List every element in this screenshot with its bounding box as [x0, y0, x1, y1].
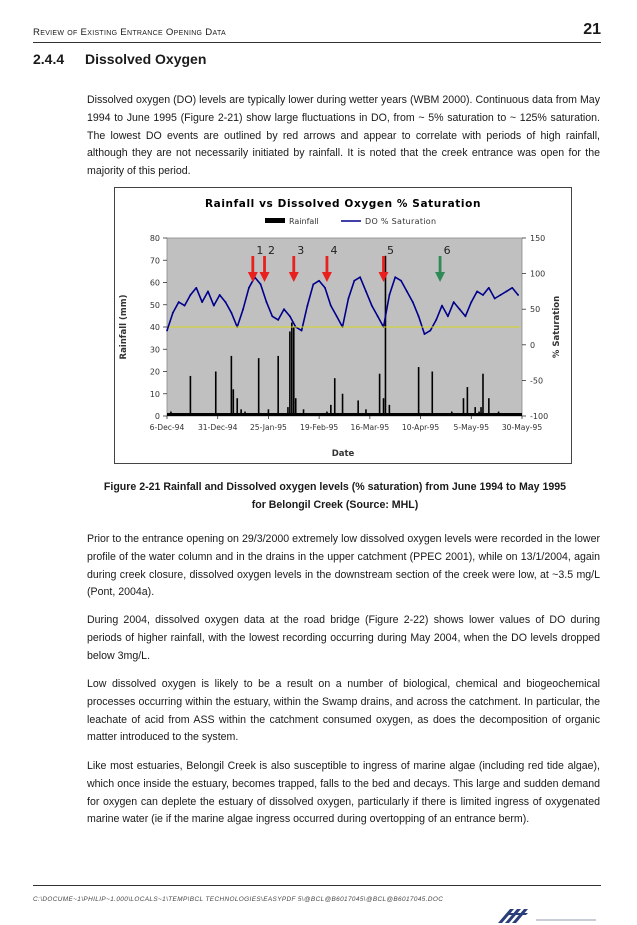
do-point — [470, 301, 472, 303]
do-point — [517, 294, 519, 296]
event-arrow-shaft — [292, 256, 295, 273]
do-point — [307, 305, 309, 307]
do-point — [318, 280, 320, 282]
rainfall-bar — [480, 407, 482, 416]
event-label: 4 — [330, 244, 338, 257]
rainfall-bar — [330, 405, 332, 416]
rainfall-bar — [418, 367, 420, 416]
do-point — [301, 330, 303, 332]
section-heading — [33, 51, 206, 67]
event-arrow-shaft — [263, 256, 266, 273]
rainfall-bar — [170, 412, 172, 416]
do-point — [418, 315, 420, 317]
do-point — [441, 305, 443, 307]
rainfall-bar — [463, 398, 465, 416]
rainfall-bar — [385, 256, 387, 416]
do-point — [394, 276, 396, 278]
rainfall-bar — [233, 389, 235, 416]
figure-caption — [60, 479, 610, 514]
rainfall-bar — [258, 358, 260, 416]
do-point — [184, 305, 186, 307]
do-point — [359, 276, 361, 278]
rainfall-bar — [303, 409, 305, 416]
rainfall-bar — [498, 412, 500, 416]
do-point — [424, 333, 426, 335]
y-tick-label: 80 — [149, 234, 160, 243]
y2-tick-label: 0 — [530, 340, 536, 350]
do-point — [476, 291, 478, 293]
rainfall-bar — [383, 398, 385, 416]
rainfall-bar — [334, 378, 336, 416]
do-point — [353, 280, 355, 282]
y-tick-label: 0 — [154, 412, 160, 421]
event-arrow-shaft — [382, 256, 385, 273]
paragraph-5: Like most estuaries, Belongil Creek is also susceptible to ingress of marine algae (including red tide algae), which once inside the estuary, becomes trapped, falls to the bed and decays. This large and sudden demand for oxygen can deplete the estuary of dissolved oxygen, particularly if there is limited ingress of oxygenated marine water (ie if the marine algae ingress occurred during overtopping of an entrance berm). — [87, 760, 600, 826]
do-point — [260, 283, 262, 285]
do-point — [511, 287, 513, 289]
rainfall-bar — [474, 407, 476, 416]
rainfall-bar — [357, 400, 359, 416]
rainfall-bar — [215, 372, 217, 417]
rainfall-bar — [291, 323, 293, 416]
rainfall-bar — [289, 331, 291, 416]
do-point — [505, 291, 507, 293]
legend-label-rainfall: Rainfall — [289, 217, 319, 226]
rainfall-bar — [236, 398, 238, 416]
rainfall-bar — [482, 374, 484, 416]
y-tick-label: 40 — [149, 323, 160, 332]
legend-swatch-rainfall — [265, 218, 285, 223]
chart-title: Rainfall vs Dissolved Oxygen % Saturation — [204, 198, 482, 210]
rainfall-baseline — [167, 413, 522, 416]
do-point — [207, 291, 209, 293]
section-title: Dissolved Oxygen — [85, 51, 207, 67]
y-tick-label: 10 — [149, 389, 160, 399]
y-tick-label: 20 — [149, 367, 160, 377]
rainfall-bar — [295, 398, 297, 416]
paragraph-3: During 2004, dissolved oxygen data at the road bridge (Figure 2-22) shows lower values of DO during periods of higher rainfall, with the lowest recording occurring during May 2004, when the DO levels dropped below 3mg/L. — [87, 614, 600, 662]
do-point — [406, 291, 408, 293]
running-title: Review of Existing Entrance Opening Data — [33, 27, 226, 38]
x-tick-label: 10-Apr-95 — [401, 423, 440, 432]
do-point — [190, 294, 192, 296]
rainfall-bar — [190, 376, 192, 416]
y-tick-label: 50 — [149, 300, 160, 310]
y2-tick-label: -100 — [530, 412, 549, 421]
footer-rule — [33, 885, 601, 886]
page-number: 21 — [583, 21, 601, 38]
do-point — [213, 305, 215, 307]
caption-line-1: Figure 2-21 Rainfall and Dissolved oxygen levels (% saturation) from June 1994 to May 1995 — [103, 481, 567, 493]
rainfall-bar — [231, 356, 233, 416]
do-point — [500, 294, 502, 296]
event-label: 3 — [297, 244, 305, 257]
do-point — [271, 315, 273, 317]
rainfall-bar — [467, 387, 469, 416]
do-point — [312, 283, 314, 285]
footer-file-path: C:\DOCUME~1\PHILIP~1.000\LOCALS~1\TEMP\BCL TECHNOLOGIES\EASYPDF 5\@BCL@B6017045\@BCL@B6017045.DOC — [33, 896, 444, 903]
do-point — [465, 315, 467, 317]
event-arrow-shaft — [251, 256, 254, 273]
do-point — [201, 301, 203, 303]
x-tick-label: 25-Jan-95 — [249, 423, 287, 432]
x-tick-label: 30-May-95 — [501, 423, 543, 432]
rainfall-bar — [478, 412, 480, 416]
rainfall-bar — [244, 412, 246, 416]
rainfall-bar — [293, 327, 295, 416]
do-point — [248, 287, 250, 289]
do-point — [225, 301, 227, 303]
figure-2-21 — [114, 187, 572, 464]
do-point — [330, 305, 332, 307]
y2-tick-label: -50 — [530, 376, 544, 386]
do-point — [447, 315, 449, 317]
event-arrow-shaft — [439, 256, 442, 273]
y-tick-label: 60 — [149, 278, 160, 288]
do-point — [266, 301, 268, 303]
do-point — [388, 294, 390, 296]
caption-line-2: for Belongil Creek (Source: MHL) — [251, 498, 419, 511]
rainfall-bar — [277, 356, 279, 416]
running-header — [33, 22, 601, 43]
do-point — [371, 305, 373, 307]
y-tick-label: 70 — [149, 256, 160, 266]
y2-tick-label: 50 — [530, 305, 541, 315]
rainfall-bar — [342, 394, 344, 416]
rainfall-bar — [287, 407, 289, 416]
event-label: 5 — [387, 244, 395, 257]
paragraph-4: Low dissolved oxygen is likely to be a result on a number of biological, chemical and biogeochemical processes occurring within the estuary, within the Swamp drains, and across the catchment. In particular, the leachate of acid from ASS within the catchment consumed oxygen, as does the decomposition of organic matter introduced to the system. — [87, 678, 600, 744]
rainfall-do-chart — [115, 188, 571, 463]
x-tick-label: 5-May-95 — [453, 423, 490, 432]
section-number: 2.4.4 — [33, 51, 65, 67]
do-point — [289, 315, 291, 317]
do-point — [336, 315, 338, 317]
do-point — [453, 301, 455, 303]
rainfall-bar — [488, 398, 490, 416]
legend-label-do: DO % Saturation — [365, 217, 437, 226]
do-point — [324, 287, 326, 289]
rainfall-bar — [299, 414, 301, 416]
event-label: 1 — [256, 244, 264, 257]
rainfall-bar — [379, 374, 381, 416]
rainfall-bar — [240, 409, 242, 416]
x-tick-label: 6-Dec-94 — [149, 423, 185, 432]
rainfall-bar — [431, 372, 433, 417]
do-point — [435, 319, 437, 321]
do-point — [242, 308, 244, 310]
do-point — [283, 308, 285, 310]
event-arrow-shaft — [326, 256, 329, 273]
do-point — [178, 301, 180, 303]
event-label: 6 — [443, 244, 451, 257]
x-axis-label: Date — [331, 449, 355, 459]
y2-tick-label: 150 — [530, 234, 546, 243]
do-point — [488, 287, 490, 289]
do-point — [482, 294, 484, 296]
do-point — [219, 294, 221, 296]
y-tick-label: 30 — [149, 345, 160, 355]
y-axis-label: Rainfall (mm) — [119, 294, 129, 360]
x-tick-label: 16-Mar-95 — [350, 423, 390, 432]
do-point — [459, 308, 461, 310]
do-point — [377, 315, 379, 317]
do-point — [348, 298, 350, 300]
paragraph-2: Prior to the entrance opening on 29/3/2000 extremely low dissolved oxygen levels were recorded in the lower profile of the water column and in the drains in the upper catchment (PPEC 2001), while on 13/1/2004, again during creek closure, dissolved oxygen levels in the downstream section of the creek were low, at ~3.5 mg/L (Pont, 2004a). — [87, 533, 600, 599]
event-label: 2 — [268, 244, 276, 257]
rainfall-bar — [268, 409, 270, 416]
rainfall-bar — [326, 412, 328, 416]
rainfall-bar — [451, 412, 453, 416]
x-tick-label: 19-Feb-95 — [300, 423, 339, 432]
company-logo — [496, 905, 606, 925]
rainfall-bar — [389, 405, 391, 416]
do-point — [166, 330, 168, 332]
y2-tick-label: 100 — [530, 269, 546, 279]
do-point — [412, 301, 414, 303]
do-point — [494, 298, 496, 300]
do-point — [230, 312, 232, 314]
x-tick-label: 31-Dec-94 — [197, 423, 238, 432]
do-point — [195, 287, 197, 289]
paragraph-1: Dissolved oxygen (DO) levels are typically lower during wetter years (WBM 2000). Continuous data from May 1994 to June 1995 (Figure 2-21) show large fluctuations in DO, from ~ 5% saturation to ~ 125% saturation. The lowest DO events are outlined by red arrows and appear to correlate with periods of high rainfall, although they are not necessarily initiated by rainfall. It is noted that the creek entrance was open for the majority of this period. — [87, 94, 600, 178]
do-point — [172, 312, 174, 314]
do-point — [429, 330, 431, 332]
do-point — [400, 280, 402, 282]
do-point — [365, 291, 367, 293]
rainfall-bar — [365, 409, 367, 416]
do-point — [277, 319, 279, 321]
y2-axis-label: % Saturation — [552, 295, 562, 359]
